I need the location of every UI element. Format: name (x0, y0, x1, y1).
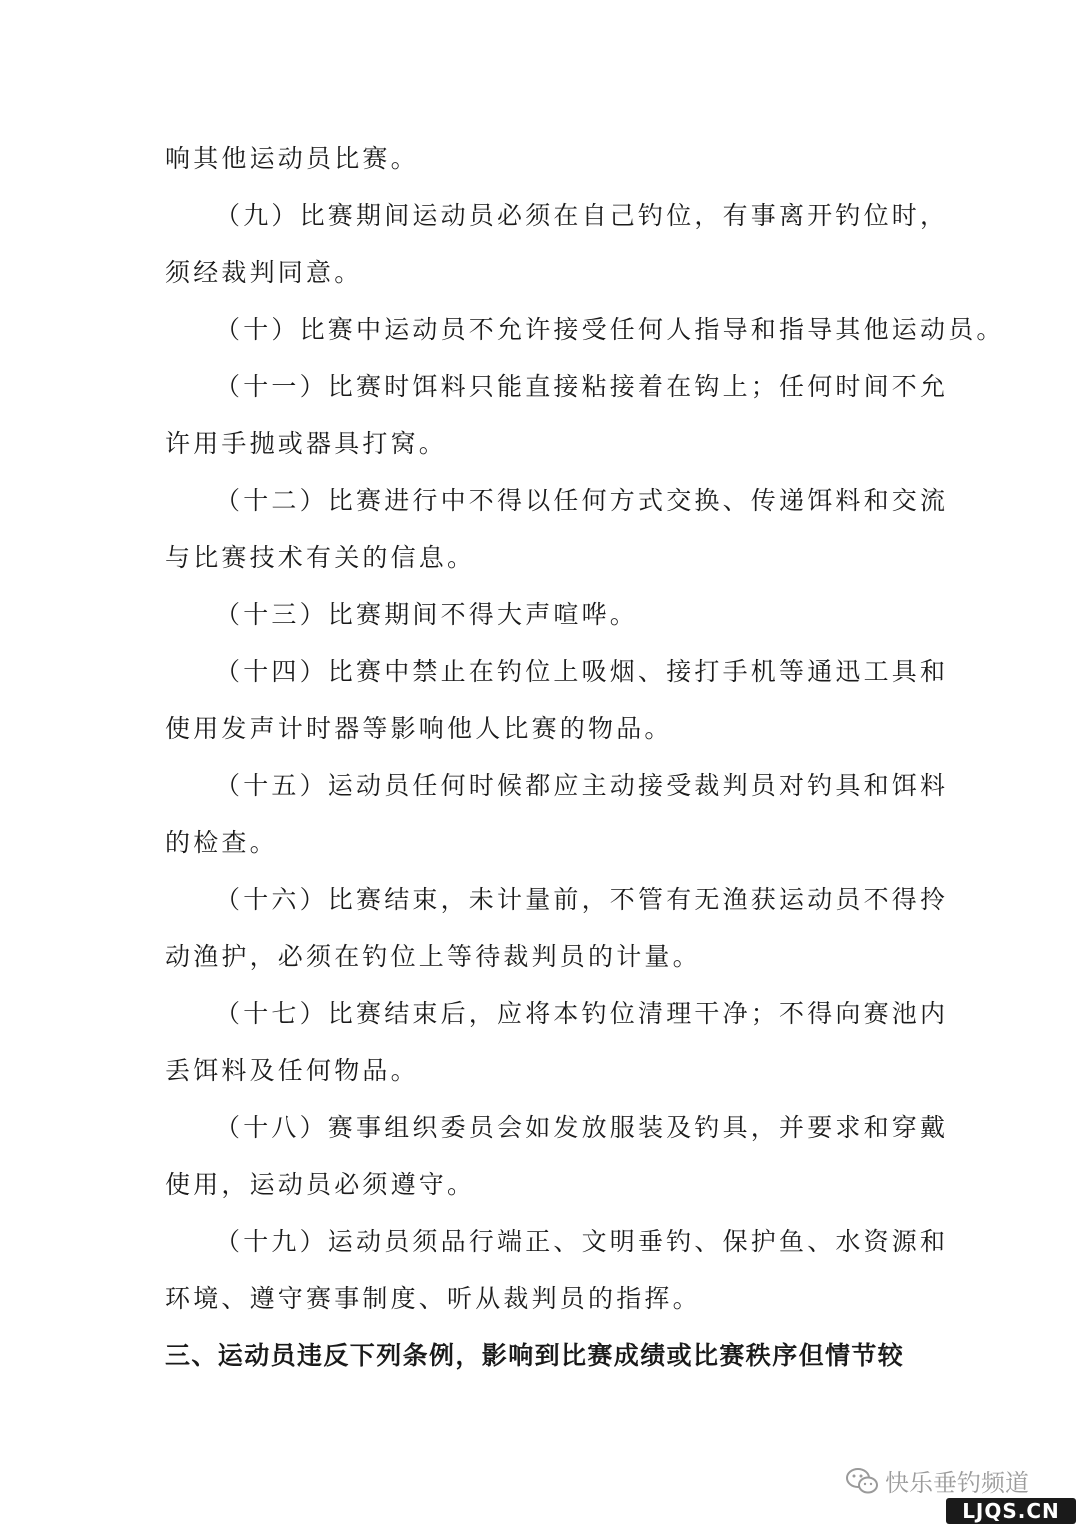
rule-17-line-1: （十七）比赛结束后，应将本钓位清理干净；不得向赛池内 (215, 999, 949, 1028)
site-badge: LJQS.CN (946, 1498, 1076, 1524)
watermark-text: 快乐垂钓频道 (885, 1469, 1029, 1497)
rule-19-line-2: 环境、遵守赛事制度、听从裁判员的指挥。 (165, 1284, 701, 1313)
rule-15-line-2: 的检查。 (165, 828, 278, 857)
rule-9-line-2: 须经裁判同意。 (165, 258, 363, 287)
rule-14-line-2: 使用发声计时器等影响他人比赛的物品。 (165, 714, 673, 743)
rule-18-line-1: （十八）赛事组织委员会如发放服装及钓具，并要求和穿戴 (215, 1113, 949, 1142)
rule-11-line-2: 许用手抛或器具打窝。 (165, 429, 448, 458)
rule-16-line-1: （十六）比赛结束，未计量前，不管有无渔获运动员不得拎 (215, 885, 949, 914)
rule-15-line-1: （十五）运动员任何时候都应主动接受裁判员对钓具和饵料 (215, 771, 949, 800)
rule-9-line-1: （九）比赛期间运动员必须在自己钓位，有事离开钓位时， (215, 201, 949, 230)
rule-11-line-1: （十一）比赛时饵料只能直接粘接着在钩上；任何时间不允 (215, 372, 949, 401)
rule-12-line-2: 与比赛技术有关的信息。 (165, 543, 476, 572)
section-3-heading: 三、运动员违反下列条例，影响到比赛成绩或比赛秩序但情节较 (165, 1341, 905, 1370)
wechat-icon (845, 1466, 879, 1496)
watermark (845, 1463, 1029, 1498)
rule-18-line-2: 使用，运动员必须遵守。 (165, 1170, 476, 1199)
text-line: 响其他运动员比赛。 (165, 144, 419, 173)
rule-19-line-1: （十九）运动员须品行端正、文明垂钓、保护鱼、水资源和 (215, 1227, 949, 1256)
rule-14-line-1: （十四）比赛中禁止在钓位上吸烟、接打手机等通迅工具和 (215, 657, 949, 686)
rule-17-line-2: 丢饵料及任何物品。 (165, 1056, 419, 1085)
rule-16-line-2: 动渔护，必须在钓位上等待裁判员的计量。 (165, 942, 701, 971)
rule-10-line-1: （十）比赛中运动员不允许接受任何人指导和指导其他运动员。 (215, 315, 1005, 344)
rule-13-line-1: （十三）比赛期间不得大声喧哗。 (215, 600, 639, 629)
rule-12-line-1: （十二）比赛进行中不得以任何方式交换、传递饵料和交流 (215, 486, 949, 515)
